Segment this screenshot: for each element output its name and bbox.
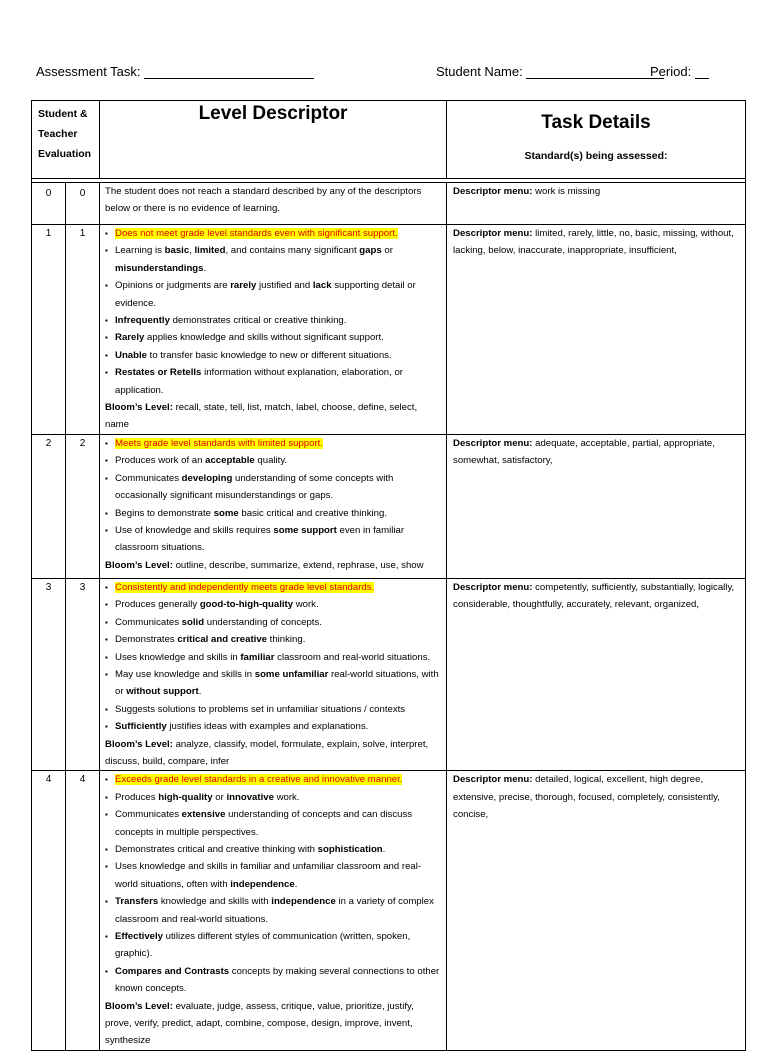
student-name-field[interactable] [436, 64, 664, 79]
list-item: ▪ Effectively utilizes different styles of communication (written, spoken, graphic). [105, 928, 442, 963]
teacher-score[interactable]: 4 [66, 771, 100, 1051]
list-item: ▪ May use knowledge and skills in some unfamiliar real-world situations, with or without support. [105, 666, 442, 701]
task-details-cell [447, 434, 746, 578]
period-field[interactable] [650, 64, 709, 79]
blooms-level: Bloom’s Level: recall, state, tell, list, match, label, choose, define, select, name [105, 402, 418, 431]
period-label: Period: [650, 64, 692, 79]
assessment-task-field[interactable] [36, 64, 314, 79]
list-item: ▪ Demonstrates critical and creative thinking. [105, 631, 442, 648]
descriptor-menu-label: Descriptor menu: [453, 228, 533, 239]
table-row [32, 771, 746, 1051]
list-item: ▪ Unable to transfer basic knowledge to new or different situations. [105, 347, 442, 364]
task-details-cell [447, 225, 746, 435]
highlighted-standard: Exceeds grade level standards in a creative and innovative manner. [115, 774, 403, 786]
student-score[interactable]: 0 [32, 183, 66, 225]
blooms-level: Bloom’s Level: outline, describe, summarize, extend, rephrase, use, show [105, 559, 424, 571]
descriptor-menu-label: Descriptor menu: [453, 437, 533, 449]
student-name-label: Student Name: [436, 64, 523, 79]
standards-label: Standard(s) being assessed: [524, 150, 668, 162]
list-item: ▪ Opinions or judgments are rarely justified and lack supporting detail or evidence. [105, 277, 442, 312]
rubric-table [31, 100, 746, 1051]
student-score[interactable]: 4 [32, 771, 66, 1051]
task-details-cell [447, 183, 746, 225]
list-item [105, 579, 442, 596]
list-item: ▪ Uses knowledge and skills in familiar and unfamiliar classroom and real-world situations, often with independence. [105, 858, 442, 893]
table-row [32, 225, 746, 435]
descriptor-menu-text: detailed, logical, excellent, high degree, extensive, precise, thorough, focused, completely, consistently, concise, [453, 774, 720, 821]
list-item: ▪ Sufficiently justifies ideas with examples and explanations. [105, 718, 442, 735]
descriptor-menu-text: adequate, acceptable, partial, appropriate, somewhat, satisfactory, [453, 437, 715, 467]
descriptor-menu-text: work is missing [535, 186, 601, 197]
teacher-score[interactable]: 0 [66, 183, 100, 225]
list-item: ▪ Learning is basic, limited, and contains many significant gaps or misunderstandings. [105, 242, 442, 277]
descriptor-menu-label: Descriptor menu: [453, 186, 533, 197]
level-descriptor-cell [100, 578, 447, 770]
highlighted-standard: Meets grade level standards with limited support. [115, 437, 323, 449]
form-header [36, 64, 736, 84]
student-score[interactable]: 3 [32, 578, 66, 770]
highlighted-standard: Does not meet grade level standards even with significant support. [115, 228, 398, 239]
list-item: ▪ Infrequently demonstrates critical or creative thinking. [105, 312, 442, 329]
list-item: ▪ Rarely applies knowledge and skills without significant support. [105, 329, 442, 346]
list-item: ▪ Begins to demonstrate some basic critical and creative thinking. [105, 505, 442, 522]
list-item: ▪ Communicates solid understanding of concepts. [105, 614, 442, 631]
descriptor-menu-text: competently, sufficiently, substantially, logically, considerable, thoughtfully, accurately, relevant, organized, [453, 581, 735, 611]
task-details-title: Task Details [541, 112, 651, 133]
level-descriptor-header: Level Descriptor [100, 101, 447, 179]
assessment-task-line[interactable] [144, 65, 314, 79]
list-item [105, 225, 442, 242]
level-descriptor-cell [100, 434, 447, 578]
task-details-cell [447, 578, 746, 770]
list-item: ▪ Communicates extensive understanding of concepts and can discuss concepts in multiple perspectives. [105, 806, 442, 841]
period-line[interactable] [695, 65, 709, 79]
highlighted-standard: Consistently and independently meets grade level standards. [115, 581, 375, 593]
list-item: ▪ Demonstrates critical and creative thinking with sophistication. [105, 841, 442, 858]
blooms-level: Bloom’s Level: evaluate, judge, assess, critique, value, prioritize, justify, prove, verify, predict, adapt, combine, compose, design, improve, invent, synthesize [105, 1000, 414, 1047]
list-item: ▪ Produces work of an acceptable quality. [105, 452, 442, 469]
table-header-row [32, 101, 746, 179]
list-item: ▪ Use of knowledge and skills requires some support even in familiar classroom situations. [105, 522, 442, 557]
level-descriptor-cell [100, 225, 447, 435]
list-item [105, 435, 442, 452]
blooms-level: Bloom’s Level: analyze, classify, model, formulate, explain, solve, interpret, discuss, build, compare, infer [105, 738, 429, 767]
list-item: ▪ Produces generally good-to-high-quality work. [105, 596, 442, 613]
list-item: ▪ Communicates developing understanding of some concepts with occasionally significant misunderstandings or gaps. [105, 470, 442, 505]
list-item: ▪ Restates or Retells information without explanation, elaboration, or application. [105, 364, 442, 399]
teacher-score[interactable]: 1 [66, 225, 100, 435]
list-item: ▪ Transfers knowledge and skills with independence in a variety of complex classroom and real-world situations. [105, 893, 442, 928]
table-row [32, 434, 746, 578]
descriptor-menu-label: Descriptor menu: [453, 581, 533, 593]
list-item: ▪ Compares and Contrasts concepts by making several connections to other known concepts. [105, 963, 442, 998]
descriptor-menu-label: Descriptor menu: [453, 774, 533, 786]
descriptor-menu-text: limited, rarely, little, no, basic, missing, without, lacking, below, inaccurate, inappropriate, insufficient, [453, 228, 734, 257]
teacher-score[interactable]: 2 [66, 434, 100, 578]
level-descriptor-cell [100, 771, 447, 1051]
list-item: ▪ Suggests solutions to problems set in unfamiliar situations / contexts [105, 701, 442, 718]
evaluation-header: Student & Teacher Evaluation [32, 101, 100, 179]
table-row [32, 183, 746, 225]
list-item [105, 771, 442, 788]
list-item: ▪ Produces high-quality or innovative work. [105, 789, 442, 806]
student-score[interactable]: 2 [32, 434, 66, 578]
teacher-score[interactable]: 3 [66, 578, 100, 770]
level-descriptor-cell [100, 183, 447, 225]
task-details-header [447, 101, 746, 179]
student-name-line[interactable] [526, 65, 664, 79]
task-details-cell [447, 771, 746, 1051]
table-row [32, 578, 746, 770]
list-item: ▪ Uses knowledge and skills in familiar classroom and real-world situations. [105, 649, 442, 666]
level-intro-text: The student does not reach a standard described by any of the descriptors below or there is no evidence of learning. [105, 186, 422, 215]
student-score[interactable]: 1 [32, 225, 66, 435]
assessment-task-label: Assessment Task: [36, 64, 141, 79]
